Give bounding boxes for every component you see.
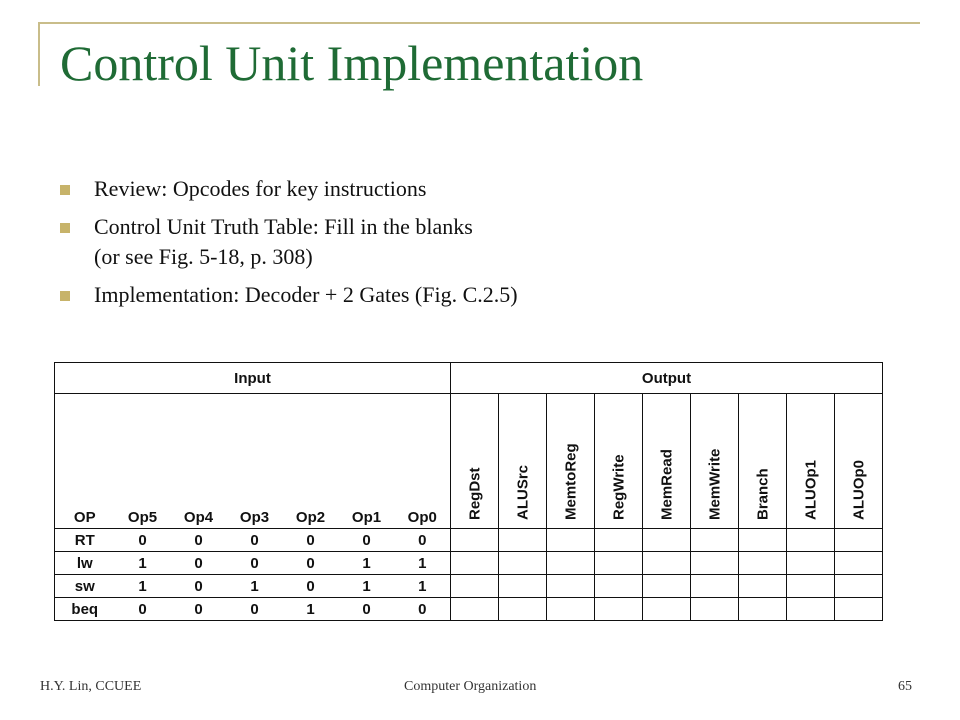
blank-cell bbox=[643, 552, 691, 575]
blank-cell bbox=[787, 598, 835, 621]
row-bit: 0 bbox=[339, 598, 395, 621]
col-op: OP bbox=[55, 506, 115, 529]
bullet-text-continuation: (or see Fig. 5-18, p. 308) bbox=[94, 244, 313, 269]
table-row bbox=[55, 552, 883, 575]
row-bit: 0 bbox=[227, 529, 283, 552]
col-op3: Op3 bbox=[227, 506, 283, 529]
table-row bbox=[55, 575, 883, 598]
input-header: Input bbox=[55, 363, 451, 394]
blank-cell bbox=[547, 575, 595, 598]
frame-top-line bbox=[40, 22, 920, 24]
header-row bbox=[55, 363, 883, 394]
row-op-label: lw bbox=[55, 552, 115, 575]
bullet-square-icon bbox=[60, 291, 70, 301]
col-alusrc: ALUSrc bbox=[499, 394, 547, 529]
footer-author: H.Y. Lin, CCUEE bbox=[40, 679, 142, 694]
bullet-item bbox=[60, 212, 920, 272]
row-bit: 1 bbox=[227, 575, 283, 598]
col-op4: Op4 bbox=[171, 506, 227, 529]
row-bit: 0 bbox=[171, 575, 227, 598]
col-memread: MemRead bbox=[643, 394, 691, 529]
row-bit: 0 bbox=[395, 529, 451, 552]
bullet-item bbox=[60, 174, 920, 204]
row-bit: 0 bbox=[339, 529, 395, 552]
input-spacer bbox=[55, 394, 451, 507]
row-bit: 0 bbox=[283, 529, 339, 552]
row-bit: 0 bbox=[115, 529, 171, 552]
blank-cell bbox=[691, 598, 739, 621]
blank-cell bbox=[643, 529, 691, 552]
blank-cell bbox=[691, 552, 739, 575]
blank-cell bbox=[835, 598, 883, 621]
blank-cell bbox=[787, 552, 835, 575]
footer-course: Computer Organization bbox=[404, 679, 537, 694]
blank-cell bbox=[499, 598, 547, 621]
table-row bbox=[55, 529, 883, 552]
row-op-label: sw bbox=[55, 575, 115, 598]
row-bit: 0 bbox=[227, 598, 283, 621]
blank-cell bbox=[643, 575, 691, 598]
col-op5: Op5 bbox=[115, 506, 171, 529]
row-bit: 0 bbox=[283, 552, 339, 575]
blank-cell bbox=[595, 598, 643, 621]
blank-cell bbox=[499, 575, 547, 598]
blank-cell bbox=[835, 529, 883, 552]
bullet-square-icon bbox=[60, 185, 70, 195]
col-regwrite: RegWrite bbox=[595, 394, 643, 529]
truth-table-container bbox=[54, 362, 883, 621]
blank-cell bbox=[499, 552, 547, 575]
output-columns-row bbox=[55, 394, 883, 507]
row-bit: 1 bbox=[395, 575, 451, 598]
bullet-list bbox=[60, 174, 920, 318]
col-branch: Branch bbox=[739, 394, 787, 529]
blank-cell bbox=[451, 575, 499, 598]
slide-title: Control Unit Implementation bbox=[60, 35, 644, 91]
bullet-text: Review: Opcodes for key instructions bbox=[94, 176, 427, 201]
footer-page-number: 65 bbox=[898, 679, 912, 694]
bullet-item bbox=[60, 280, 920, 310]
row-bit: 0 bbox=[395, 598, 451, 621]
row-bit: 0 bbox=[115, 598, 171, 621]
blank-cell bbox=[451, 529, 499, 552]
row-bit: 1 bbox=[115, 575, 171, 598]
blank-cell bbox=[547, 552, 595, 575]
row-bit: 1 bbox=[283, 598, 339, 621]
blank-cell bbox=[835, 552, 883, 575]
blank-cell bbox=[835, 575, 883, 598]
blank-cell bbox=[451, 552, 499, 575]
row-op-label: RT bbox=[55, 529, 115, 552]
bullet-text: Control Unit Truth Table: Fill in the blanks bbox=[94, 214, 473, 239]
col-op0: Op0 bbox=[395, 506, 451, 529]
row-bit: 0 bbox=[283, 575, 339, 598]
blank-cell bbox=[787, 529, 835, 552]
blank-cell bbox=[739, 598, 787, 621]
row-bit: 1 bbox=[115, 552, 171, 575]
blank-cell bbox=[547, 598, 595, 621]
blank-cell bbox=[691, 529, 739, 552]
blank-cell bbox=[739, 575, 787, 598]
row-bit: 0 bbox=[171, 552, 227, 575]
output-header: Output bbox=[451, 363, 883, 394]
row-bit: 1 bbox=[339, 575, 395, 598]
bullet-square-icon bbox=[60, 223, 70, 233]
blank-cell bbox=[499, 529, 547, 552]
col-aluop1: ALUOp1 bbox=[787, 394, 835, 529]
col-regdst: RegDst bbox=[451, 394, 499, 529]
row-op-label: beq bbox=[55, 598, 115, 621]
blank-cell bbox=[739, 552, 787, 575]
col-op2: Op2 bbox=[283, 506, 339, 529]
blank-cell bbox=[787, 575, 835, 598]
blank-cell bbox=[739, 529, 787, 552]
frame-left-line bbox=[38, 22, 40, 86]
blank-cell bbox=[595, 575, 643, 598]
row-bit: 1 bbox=[339, 552, 395, 575]
blank-cell bbox=[691, 575, 739, 598]
blank-cell bbox=[595, 552, 643, 575]
row-bit: 1 bbox=[395, 552, 451, 575]
row-bit: 0 bbox=[227, 552, 283, 575]
blank-cell bbox=[451, 598, 499, 621]
bullet-text: Implementation: Decoder + 2 Gates (Fig. C.2.5) bbox=[94, 282, 518, 307]
col-aluop0: ALUOp0 bbox=[835, 394, 883, 529]
col-op1: Op1 bbox=[339, 506, 395, 529]
col-memtoreg: MemtoReg bbox=[547, 394, 595, 529]
table-row bbox=[55, 598, 883, 621]
blank-cell bbox=[547, 529, 595, 552]
row-bit: 0 bbox=[171, 529, 227, 552]
truth-table bbox=[54, 362, 883, 621]
row-bit: 0 bbox=[171, 598, 227, 621]
blank-cell bbox=[643, 598, 691, 621]
col-memwrite: MemWrite bbox=[691, 394, 739, 529]
blank-cell bbox=[595, 529, 643, 552]
